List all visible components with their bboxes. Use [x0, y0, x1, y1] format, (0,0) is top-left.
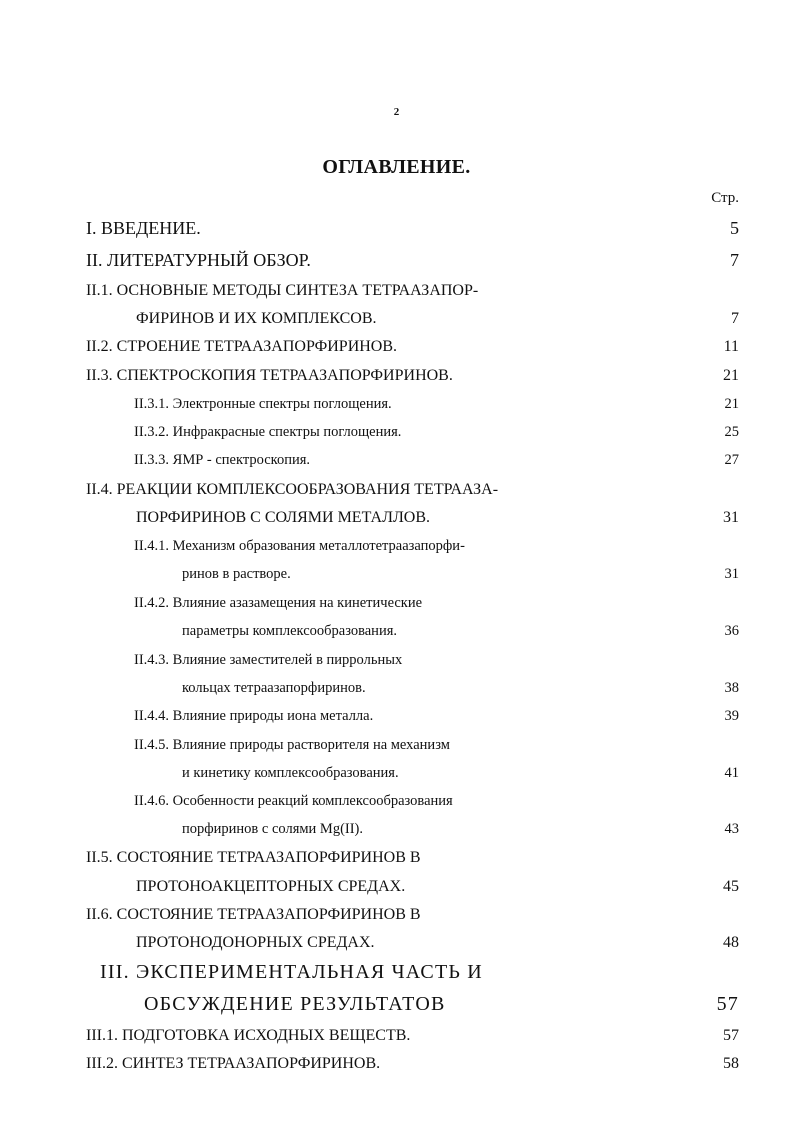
toc-entry-page: 45 — [723, 878, 739, 895]
toc-entry-title: II.3.1. Электронные спектры поглощения. — [134, 396, 392, 412]
toc-entry-page: 31 — [724, 566, 739, 582]
toc-entry-page: 11 — [723, 338, 739, 355]
toc-entry-page: 39 — [724, 708, 739, 724]
toc-entry-title: II. ЛИТЕРАТУРНЫЙ ОБЗОР. — [86, 250, 311, 270]
toc-entry-title: I. ВВЕДЕНИЕ. — [86, 218, 201, 238]
toc-entry-title: II.5. СОСТОЯНИЕ ТЕТРААЗАПОРФИРИНОВ В — [86, 849, 421, 866]
toc-entry-title: II.4.6. Особенности реакций комплексообразования — [134, 793, 453, 809]
toc-entry-title: II.4. РЕАКЦИИ КОМПЛЕКСООБРАЗОВАНИЯ ТЕТРААЗА- — [86, 481, 499, 498]
toc-entry-page: 21 — [724, 396, 739, 412]
toc-entry-title: II.4.3. Влияние заместителей в пиррольных — [134, 652, 403, 668]
page-title: ОГЛАВЛЕНИЕ. — [322, 156, 471, 178]
toc-entry-title: III.1. ПОДГОТОВКА ИСХОДНЫХ ВЕЩЕСТВ. — [86, 1027, 411, 1044]
toc-entry-page: 38 — [724, 680, 739, 696]
toc-entry-title: и кинетику комплексообразования. — [182, 765, 399, 781]
toc-entry-page: 58 — [723, 1055, 739, 1072]
toc-entry-page: 21 — [723, 367, 739, 384]
toc-entry-title: III.2. СИНТЕЗ ТЕТРААЗАПОРФИРИНОВ. — [86, 1055, 381, 1072]
toc-entry-title: II.4.2. Влияние азазамещения на кинетические — [134, 595, 423, 611]
toc-entry-title: параметры комплексообразования. — [182, 623, 397, 639]
toc-entry-title: II.4.1. Механизм образования металлотетраазапорфи- — [134, 538, 465, 554]
toc-entry-page: 7 — [731, 310, 739, 327]
toc-entry-title: ОБСУЖДЕНИЕ РЕЗУЛЬТАТОВ — [144, 993, 446, 1015]
toc-entry-page: 48 — [723, 934, 739, 951]
toc-entry-page: 57 — [716, 993, 739, 1015]
toc-entry-title: II.3. СПЕКТРОСКОПИЯ ТЕТРААЗАПОРФИРИНОВ. — [86, 367, 453, 384]
toc-entry-title: кольцах тетраазапорфиринов. — [182, 680, 366, 696]
toc-entry-title: III. ЭКСПЕРИМЕНТАЛЬНАЯ ЧАСТЬ И — [100, 961, 483, 983]
toc-entry-title: II.4.4. Влияние природы иона металла. — [134, 708, 374, 724]
toc-entry-page: 43 — [724, 821, 739, 837]
page-column-label: Стр. — [711, 190, 739, 206]
toc-entry-title: II.6. СОСТОЯНИЕ ТЕТРААЗАПОРФИРИНОВ В — [86, 906, 421, 923]
toc-entry-title: ПРОТОНОДОНОРНЫХ СРЕДАХ. — [136, 934, 375, 951]
toc-entry-title: II.3.2. Инфракрасные спектры поглощения. — [134, 424, 402, 440]
toc-entry-page: 31 — [723, 509, 739, 526]
toc-entry-page: 27 — [724, 452, 739, 468]
toc-entry-title: порфиринов с солями Mg(II). — [182, 821, 364, 837]
toc-entry-page: 7 — [730, 250, 739, 270]
toc-entry-page: 5 — [730, 218, 739, 238]
toc-entry-page: 57 — [723, 1027, 739, 1044]
toc-entry-title: ПРОТОНОАКЦЕПТОРНЫХ СРЕДАХ. — [136, 878, 406, 895]
page-number: 2 — [393, 106, 400, 118]
toc-entry-title: II.4.5. Влияние природы растворителя на механизм — [134, 737, 450, 753]
toc-entry-page: 41 — [724, 765, 739, 781]
toc-entry-title: II.2. СТРОЕНИЕ ТЕТРААЗАПОРФИРИНОВ. — [86, 338, 398, 355]
toc-entry-title: ринов в растворе. — [182, 566, 291, 582]
toc-entry-page: 25 — [724, 424, 739, 440]
toc-entry-title: ПОРФИРИНОВ С СОЛЯМИ МЕТАЛЛОВ. — [136, 509, 431, 526]
toc-entry-title: II.1. ОСНОВНЫЕ МЕТОДЫ СИНТЕЗА ТЕТРААЗАПОР- — [86, 282, 479, 299]
toc-entry-title: ФИРИНОВ И ИХ КОМПЛЕКСОВ. — [136, 310, 377, 327]
toc-entry-title: II.3.3. ЯМР - спектроскопия. — [134, 452, 311, 468]
toc-entry-page: 36 — [724, 623, 739, 639]
